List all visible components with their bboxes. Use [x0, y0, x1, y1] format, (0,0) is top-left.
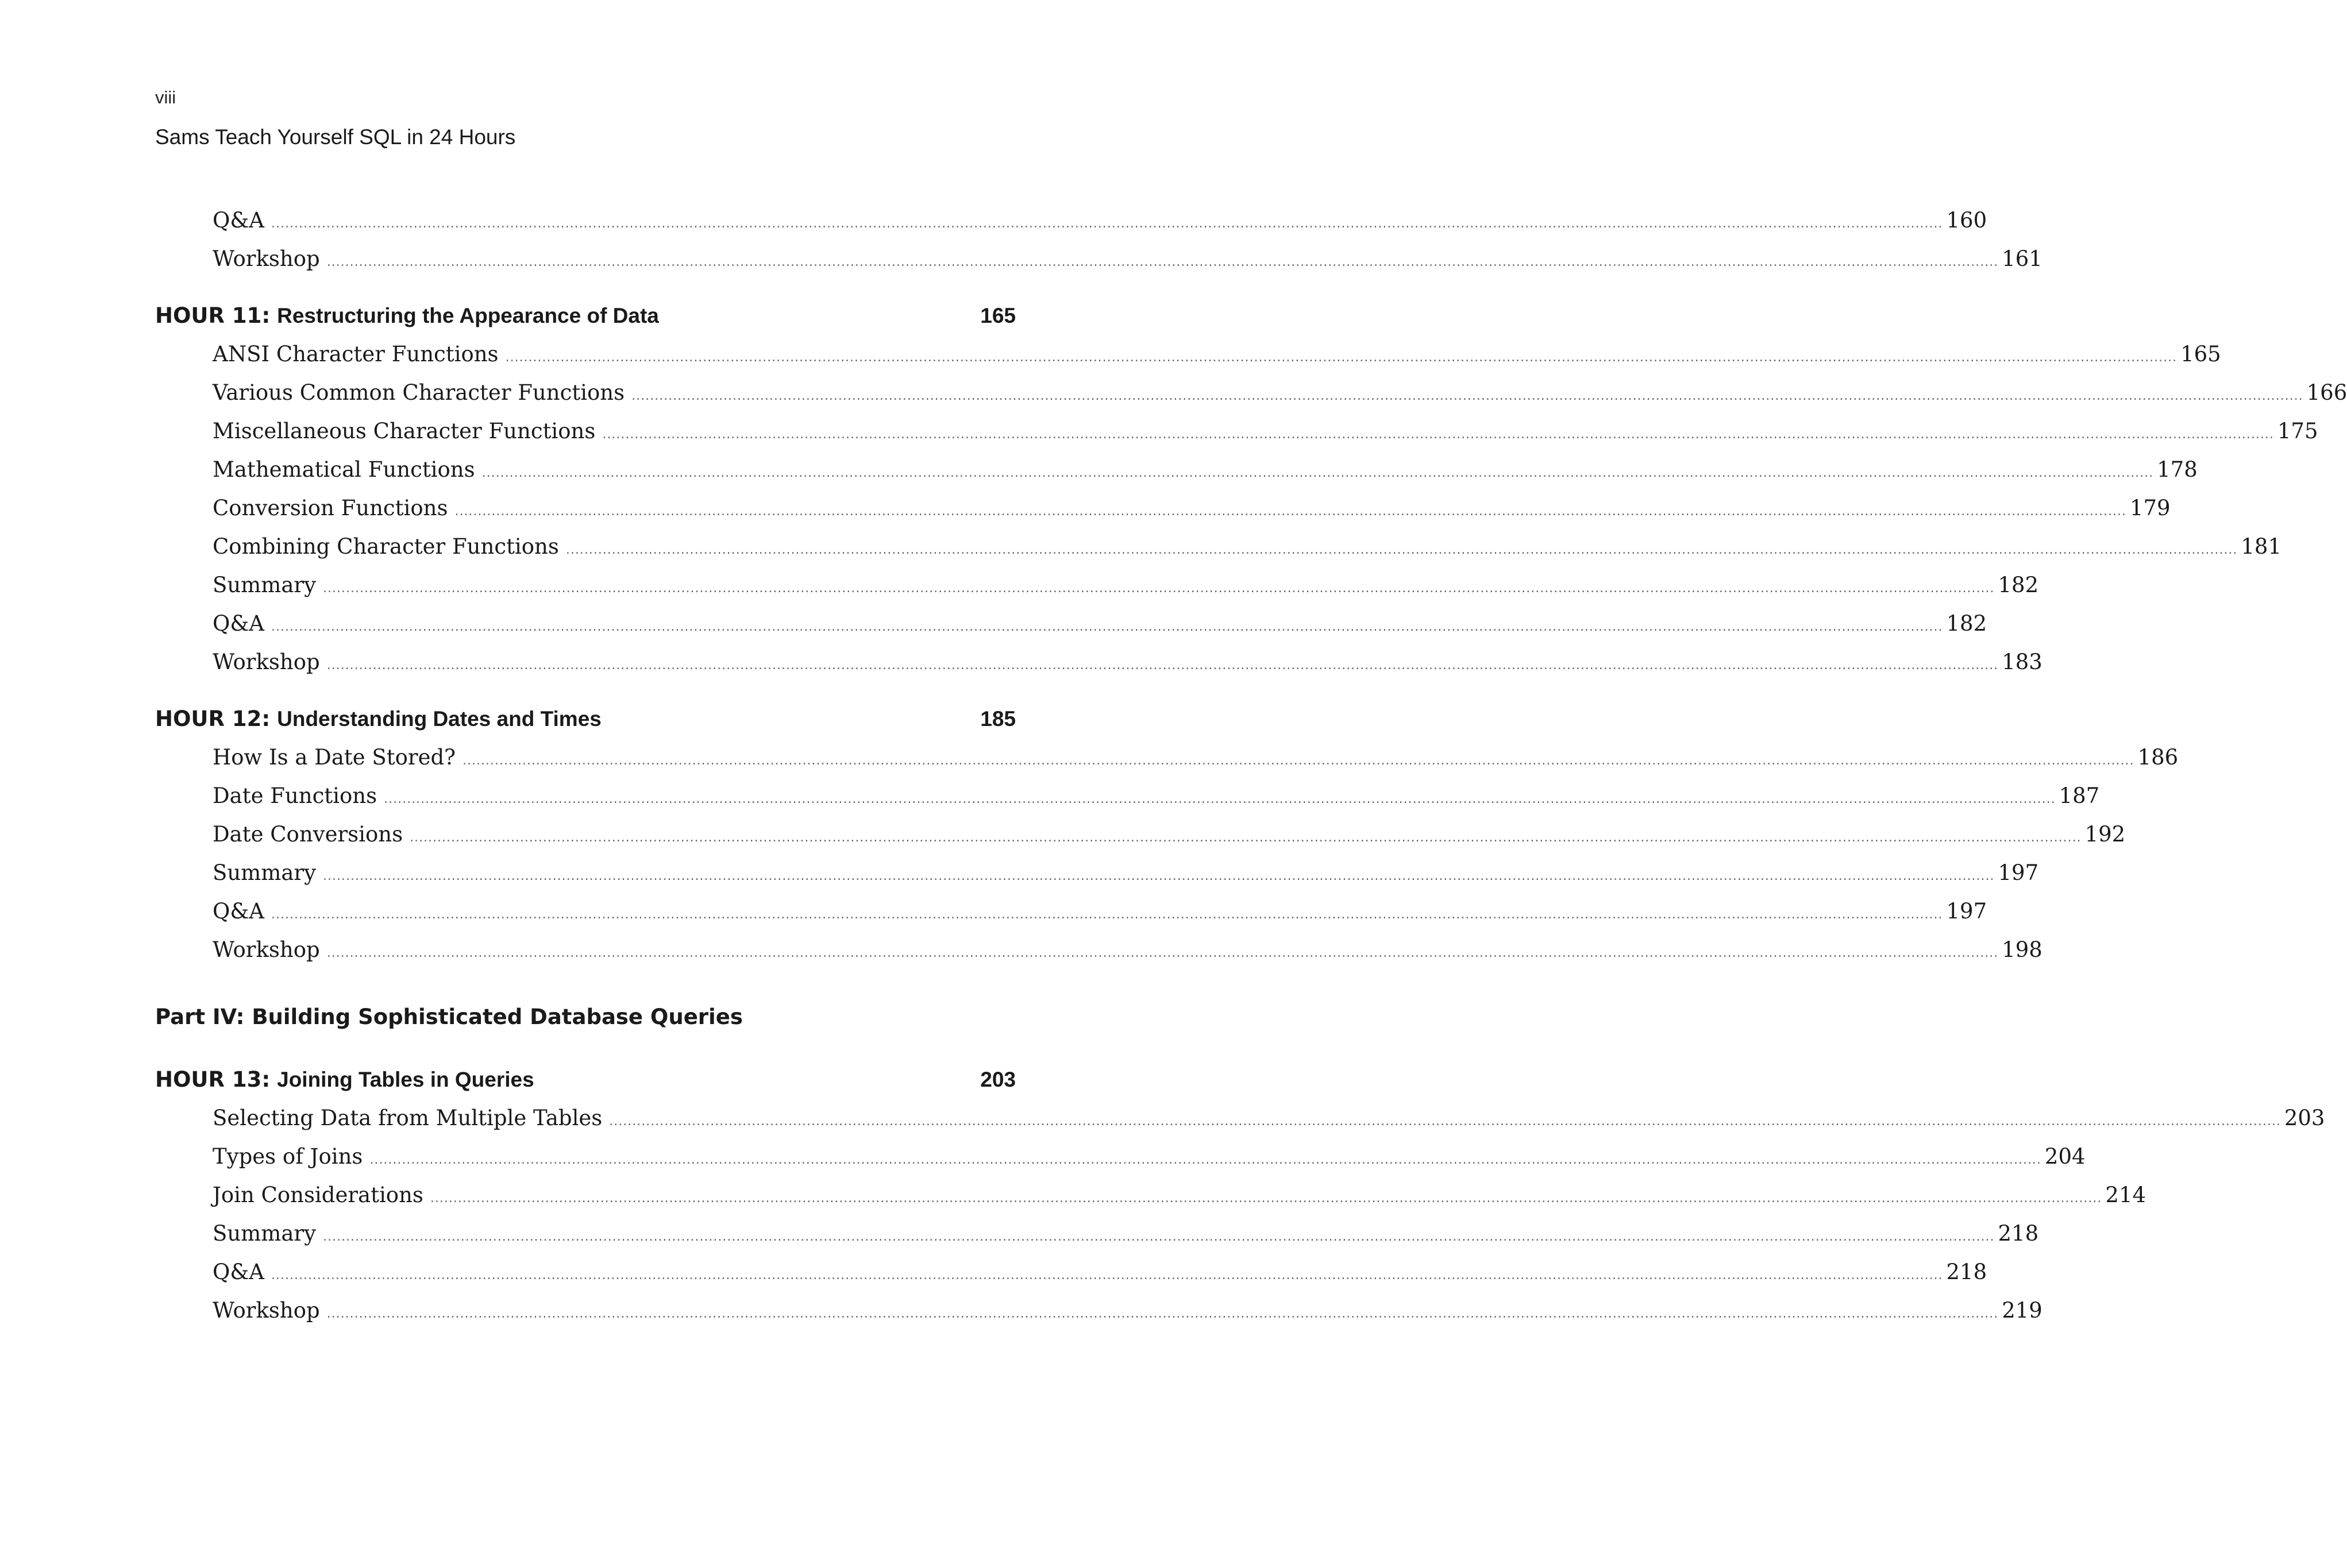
dot-leader: ............................................................................................................................................................................................................................................................................................................................................................................: [323, 1230, 1995, 1244]
dot-leader: ............................................................................................................................................................................................................................................................................................................................................................................: [565, 543, 2238, 557]
toc-entry-page: 197: [1998, 860, 2039, 885]
toc-entry-page: 181: [2241, 534, 2282, 559]
toc-entry-title: Q&A: [213, 208, 264, 233]
toc-entry[interactable]: [155, 419, 2318, 457]
dot-leader: ............................................................................................................................................................................................................................................................................................................................................................................: [505, 350, 2178, 365]
dot-leader: ............................................................................................................................................................................................................................................................................................................................................................................: [463, 754, 2134, 768]
toc-entry-title: Types of Joins: [213, 1144, 363, 1169]
toc-entry[interactable]: [155, 1144, 2086, 1183]
toc-entry[interactable]: [155, 246, 2042, 285]
hour-label: HOUR 11:: [155, 303, 271, 328]
hour-title: Joining Tables in Queries: [277, 1068, 534, 1091]
toc-entry-title: Mathematical Functions: [213, 457, 475, 482]
toc-entry-page: 166: [2306, 380, 2347, 405]
dot-leader: ............................................................................................................................................................................................................................................................................................................................................................................: [323, 581, 1995, 596]
table-of-contents: [155, 208, 2347, 1337]
running-head: Sams Teach Yourself SQL in 24 Hours: [155, 125, 516, 149]
dot-leader: ............................................................................................................................................................................................................................................................................................................................................................................: [326, 255, 1999, 269]
toc-entry[interactable]: [155, 573, 2039, 611]
toc-entry-title: How Is a Date Stored?: [213, 745, 456, 770]
toc-entry-title: Combining Character Functions: [213, 534, 559, 559]
toc-entry-title: Summary: [213, 860, 316, 885]
toc-entry-page: 218: [1998, 1221, 2039, 1246]
toc-entry[interactable]: [155, 783, 2100, 822]
toc-entry-title: Q&A: [213, 611, 264, 636]
dot-leader: ............................................................................................................................................................................................................................................................................................................................................................................: [271, 1268, 1943, 1283]
hour-label: HOUR 13:: [155, 1067, 271, 1092]
toc-entry[interactable]: [155, 1298, 2042, 1337]
toc-entry-title: Miscellaneous Character Functions: [213, 419, 596, 443]
hour-page: 165: [980, 304, 1016, 327]
toc-entry[interactable]: [155, 899, 1987, 937]
toc-entry-page: 218: [1946, 1260, 1987, 1284]
toc-entry-title: Q&A: [213, 899, 264, 924]
dot-leader: ............................................................................................................................................................................................................................................................................................................................................................................: [369, 1153, 2041, 1167]
dot-leader: ............................................................................................................................................................................................................................................................................................................................................................................: [271, 217, 1943, 231]
toc-entry-page: 175: [2277, 419, 2318, 443]
dot-leader: ............................................................................................................................................................................................................................................................................................................................................................................: [323, 869, 1995, 883]
toc-entry-page: 182: [1998, 573, 2039, 597]
toc-entry-title: Workshop: [213, 650, 320, 674]
dot-leader: ............................................................................................................................................................................................................................................................................................................................................................................: [326, 658, 1999, 673]
hour-title: Restructuring the Appearance of Data: [277, 304, 659, 327]
dot-leader: ............................................................................................................................................................................................................................................................................................................................................................................: [271, 620, 1943, 634]
toc-entry-page: 182: [1946, 611, 1987, 636]
toc-entry[interactable]: [155, 534, 2282, 573]
toc-entry-page: 183: [2002, 650, 2042, 674]
toc-entry-page: 179: [2129, 496, 2171, 520]
hour-page: 185: [980, 707, 1016, 731]
toc-entry-title: Summary: [213, 573, 316, 597]
dot-leader: ............................................................................................................................................................................................................................................................................................................................................................................: [609, 1114, 2281, 1129]
toc-entry[interactable]: [155, 457, 2198, 496]
toc-entry-page: 197: [1946, 899, 1987, 924]
toc-entry[interactable]: [155, 496, 2171, 534]
toc-entry-title: Summary: [213, 1221, 316, 1246]
toc-entry[interactable]: [155, 1221, 2039, 1260]
toc-entry-title: Selecting Data from Multiple Tables: [213, 1106, 603, 1130]
toc-entry[interactable]: [155, 380, 2347, 419]
toc-entry-title: ANSI Character Functions: [213, 342, 499, 366]
toc-entry[interactable]: [155, 937, 2042, 976]
toc-entry[interactable]: [155, 1106, 2325, 1144]
dot-leader: ............................................................................................................................................................................................................................................................................................................................................................................: [326, 946, 1999, 960]
toc-entry[interactable]: [155, 611, 1987, 650]
dot-leader: ............................................................................................................................................................................................................................................................................................................................................................................: [271, 907, 1943, 922]
toc-entry-page: 186: [2137, 745, 2179, 770]
dot-leader: ............................................................................................................................................................................................................................................................................................................................................................................: [454, 504, 2126, 519]
part-4-heading[interactable]: Part IV: Building Sophisticated Database Queries: [155, 1005, 743, 1029]
toc-entry[interactable]: [155, 1183, 2146, 1221]
toc-entry-title: Q&A: [213, 1260, 264, 1284]
toc-entry-page: 160: [1946, 208, 1987, 233]
toc-entry-page: 165: [2180, 342, 2221, 366]
toc-entry[interactable]: [155, 650, 2042, 688]
dot-leader: ............................................................................................................................................................................................................................................................................................................................................................................: [326, 1307, 1999, 1321]
toc-entry-title: Date Functions: [213, 783, 377, 808]
toc-entry[interactable]: [155, 1260, 1987, 1298]
toc-entry-title: Date Conversions: [213, 822, 403, 847]
dot-leader: ............................................................................................................................................................................................................................................................................................................................................................................: [430, 1191, 2102, 1206]
toc-entry-page: 178: [2157, 457, 2198, 482]
toc-entry[interactable]: [155, 342, 2221, 380]
hour-12-heading[interactable]: [155, 706, 1016, 745]
toc-entry-title: Workshop: [213, 1298, 320, 1323]
dot-leader: ............................................................................................................................................................................................................................................................................................................................................................................: [481, 466, 2154, 480]
toc-entry-title: Join Considerations: [213, 1183, 423, 1207]
toc-entry-page: 187: [2059, 783, 2100, 808]
hour-11-heading[interactable]: [155, 303, 1016, 342]
toc-entry-page: 203: [2284, 1106, 2325, 1130]
hour-page: 203: [980, 1068, 1016, 1091]
toc-entry-title: Various Common Character Functions: [213, 380, 625, 405]
page-number: viii: [155, 87, 176, 107]
toc-entry[interactable]: [155, 822, 2126, 860]
toc-entry[interactable]: [155, 745, 2179, 783]
toc-entry-page: 192: [2084, 822, 2126, 847]
toc-entry-title: Workshop: [213, 246, 320, 271]
toc-entry-title: Workshop: [213, 937, 320, 962]
toc-entry-page: 214: [2105, 1183, 2146, 1207]
dot-leader: ............................................................................................................................................................................................................................................................................................................................................................................: [410, 831, 2082, 845]
toc-entry-page: 198: [2002, 937, 2042, 962]
hour-label: HOUR 12:: [155, 706, 271, 731]
toc-entry-title: Conversion Functions: [213, 496, 448, 520]
toc-entry-page: 219: [2002, 1298, 2042, 1323]
hour-13-heading[interactable]: [155, 1067, 1016, 1106]
toc-entry-page: 161: [2002, 246, 2042, 271]
hour-title: Understanding Dates and Times: [277, 707, 602, 731]
dot-leader: ............................................................................................................................................................................................................................................................................................................................................................................: [602, 427, 2274, 442]
dot-leader: ............................................................................................................................................................................................................................................................................................................................................................................: [384, 792, 2056, 806]
toc-entry[interactable]: [155, 208, 1987, 246]
toc-entry[interactable]: [155, 860, 2039, 899]
toc-entry-page: 204: [2044, 1144, 2086, 1169]
dot-leader: ............................................................................................................................................................................................................................................................................................................................................................................: [631, 389, 2303, 403]
